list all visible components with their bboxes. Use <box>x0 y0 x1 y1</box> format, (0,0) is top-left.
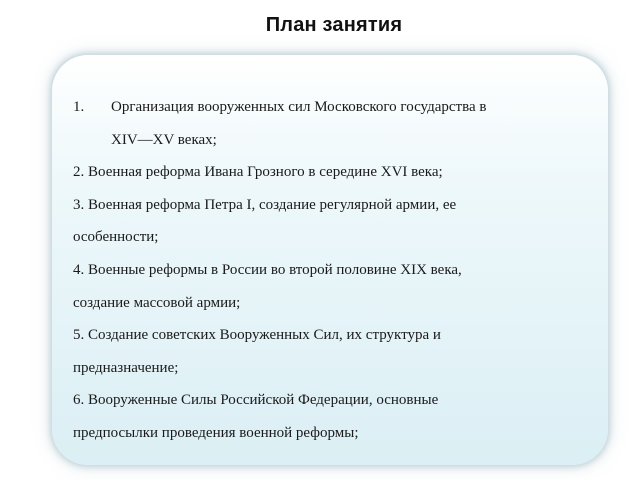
plan-item-4-line-1: 4. Военные реформы в России во второй половине XIX века, <box>73 261 462 278</box>
plan-item-6-line-2: предпосылки проведения военной реформы; <box>73 424 359 441</box>
plan-item-2-line-1: 2. Военная реформа Ивана Грозного в середине XVI века; <box>73 164 443 181</box>
plan-item-1-text: Организация вооруженных сил Московского государства в <box>111 99 487 115</box>
plan-item-4-line-2: создание массовой армии; <box>73 294 241 311</box>
plan-item-3-line-1: 3. Военная реформа Петра I, создание регулярной армии, ее <box>73 196 457 213</box>
plan-item-2 <box>73 156 593 189</box>
plan-item-1-line-2: XIV—XV веках; <box>111 131 217 148</box>
plan-item-5-line-2: предназначение; <box>73 359 179 376</box>
plan-item-3 <box>73 189 593 254</box>
plan-item-6-line-1: 6. Вооруженные Силы Российской Федерации, основные <box>73 392 439 409</box>
plan-item-6 <box>73 384 593 449</box>
plan-item-1 <box>73 91 593 156</box>
plan-item-3-line-2: особенности; <box>73 229 159 246</box>
plan-item-1-line-1 <box>73 91 593 124</box>
plan-item-1-number: 1. <box>73 99 85 115</box>
page-title: План занятия <box>265 14 403 36</box>
plan-item-4 <box>73 254 593 319</box>
plan-list <box>73 91 593 450</box>
plan-item-5-line-1: 5. Создание советских Вооруженных Сил, их структура и <box>73 327 441 344</box>
plan-item-5 <box>73 319 593 384</box>
